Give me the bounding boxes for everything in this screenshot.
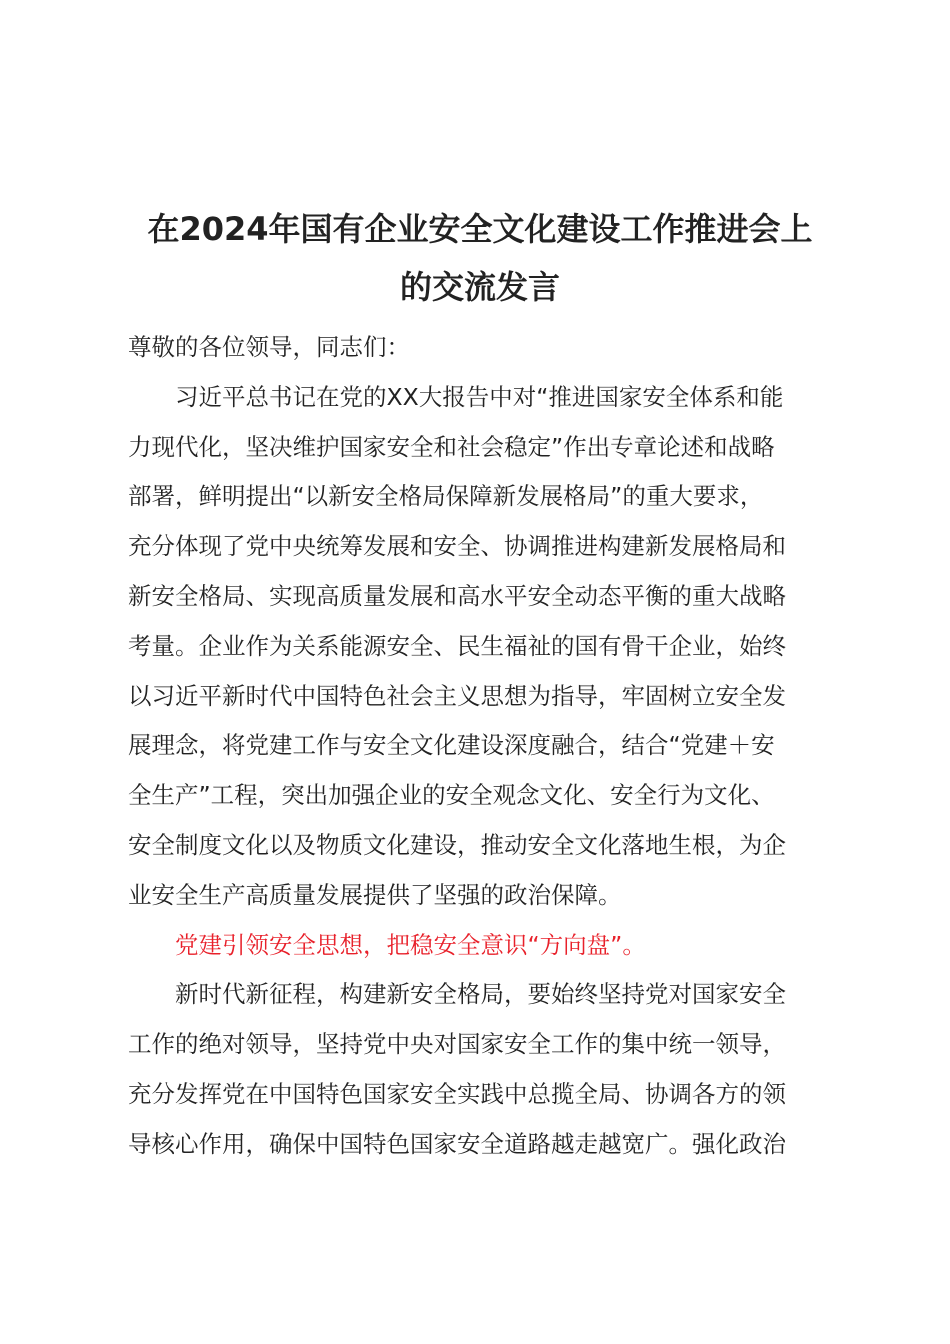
text-line: 业安全生产高质量发展提供了坚强的政治保障。 <box>128 880 622 909</box>
text-line: 力现代化，坚决维护国家安全和社会稳定”作出专章论述和战略 <box>128 432 775 461</box>
paragraph-section-1 <box>128 970 848 1169</box>
salutation-text: 尊敬的各位领导，同志们： <box>128 333 410 361</box>
text-line: 部署，鲜明提出“以新安全格局保障新发展格局”的重大要求， <box>128 482 764 511</box>
section-heading-text: 党建引领安全思想，把稳安全意识“方向盘”。 <box>175 930 646 959</box>
text-line: 工作的绝对领导，坚持党中央对国家安全工作的集中统一领导， <box>128 1030 786 1059</box>
text-line: 新安全格局、实现高质量发展和高水平安全动态平衡的重大战略 <box>128 581 786 610</box>
text-line: 考量。企业作为关系能源安全、民生福祉的国有骨干企业，始终 <box>128 631 786 660</box>
section-heading <box>128 921 848 971</box>
title-line-1: 在2024年国有企业安全文化建设工作推进会上 <box>147 210 813 248</box>
paragraph-intro <box>128 373 848 921</box>
text-line: 安全制度文化以及物质文化建设，推动安全文化落地生根，为企 <box>128 830 786 859</box>
text-line: 全生产”工程，突出加强企业的安全观念文化、安全行为文化、 <box>128 781 775 810</box>
text-line: 充分发挥党在中国特色国家安全实践中总揽全局、协调各方的领 <box>128 1079 786 1108</box>
document-title <box>100 200 860 316</box>
text-line: 习近平总书记在党的XX大报告中对“推进国家安全体系和能 <box>175 382 784 411</box>
text-line: 展理念，将党建工作与安全文化建设深度融合，结合“党建＋安 <box>128 731 775 760</box>
document-body <box>128 323 848 1170</box>
text-line: 新时代新征程，构建新安全格局，要始终坚持党对国家安全 <box>175 980 786 1009</box>
title-line-2: 的交流发言 <box>399 268 560 306</box>
text-line: 充分体现了党中央统筹发展和安全、协调推进构建新发展格局和 <box>128 532 786 561</box>
text-line: 导核心作用，确保中国特色国家安全道路越走越宽广。强化政治 <box>128 1129 786 1158</box>
text-line: 以习近平新时代中国特色社会主义思想为指导，牢固树立安全发 <box>128 681 786 710</box>
salutation <box>128 323 848 373</box>
